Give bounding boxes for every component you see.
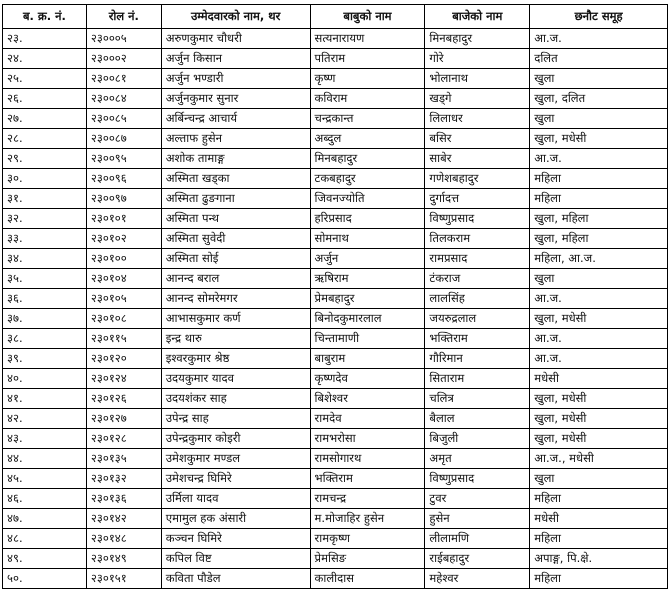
candidate-name-cell: अशोक तामाङ्ग [161, 149, 310, 169]
grandfather-name-cell: चलित्र [425, 389, 530, 409]
grandfather-name-cell: लिलाधर [425, 109, 530, 129]
father-name-cell: ऋषिराम [310, 269, 425, 289]
candidate-name-cell: उदयशंकर साह [161, 389, 310, 409]
candidate-name-cell: उपेन्द्रकुमार कोइरी [161, 429, 310, 449]
table-row [3, 209, 668, 229]
candidate-name-cell: आनन्द बराल [161, 269, 310, 289]
father-name-cell: जिवनज्योति [310, 189, 425, 209]
selection-group-cell: खुला, मधेसी [530, 429, 668, 449]
serial-number-cell: २९. [3, 149, 87, 169]
header-row [3, 5, 668, 29]
table-header [3, 5, 668, 29]
serial-number-cell: २३. [3, 29, 87, 49]
selection-group-cell: दलित [530, 49, 668, 69]
header-father-name: बाबुको नाम [310, 5, 425, 29]
candidate-name-cell: उदयकुमार यादव [161, 369, 310, 389]
father-name-cell: रामसोगारथ [310, 449, 425, 469]
roll-number-cell: २३०११५ [86, 329, 161, 349]
roll-number-cell: २३००८४ [86, 89, 161, 109]
grandfather-name-cell: मिनबहादुर [425, 29, 530, 49]
serial-number-cell: ३७. [3, 309, 87, 329]
grandfather-name-cell: लीलामणि [425, 529, 530, 549]
serial-number-cell: ४१. [3, 389, 87, 409]
roll-number-cell: २३०१०४ [86, 269, 161, 289]
serial-number-cell: ३२. [3, 209, 87, 229]
selection-group-cell: आ.ज. [530, 289, 668, 309]
serial-number-cell: ३५. [3, 269, 87, 289]
roll-number-cell: २३०१२० [86, 349, 161, 369]
table-row [3, 269, 668, 289]
selection-group-cell: आ.ज. [530, 149, 668, 169]
candidate-name-cell: अरुणकुमार चौधरी [161, 29, 310, 49]
serial-number-cell: ४९. [3, 549, 87, 569]
roll-number-cell: २३०१४२ [86, 509, 161, 529]
roll-number-cell: २३००९५ [86, 149, 161, 169]
father-name-cell: कविराम [310, 89, 425, 109]
serial-number-cell: ४७. [3, 509, 87, 529]
serial-number-cell: २६. [3, 89, 87, 109]
serial-number-cell: ३१. [3, 189, 87, 209]
grandfather-name-cell: तिलकराम [425, 229, 530, 249]
table-row [3, 409, 668, 429]
candidate-name-cell: उपेन्द्र साह [161, 409, 310, 429]
table-row [3, 329, 668, 349]
table-row [3, 289, 668, 309]
father-name-cell: अब्दुल [310, 129, 425, 149]
serial-number-cell: ३०. [3, 169, 87, 189]
selection-group-cell: अपाङ्ग, पि.क्षे. [530, 549, 668, 569]
table-row [3, 469, 668, 489]
serial-number-cell: ४३. [3, 429, 87, 449]
father-name-cell: बाबुराम [310, 349, 425, 369]
serial-number-cell: ३४. [3, 249, 87, 269]
candidate-name-cell: अर्जुनकुमार सुनार [161, 89, 310, 109]
roll-number-cell: २३०१२७ [86, 409, 161, 429]
grandfather-name-cell: दुर्गादत्त [425, 189, 530, 209]
roll-number-cell: २३००८५ [86, 109, 161, 129]
selection-group-cell: महिला [530, 189, 668, 209]
table-row [3, 249, 668, 269]
selection-group-cell: मधेसी [530, 509, 668, 529]
serial-number-cell: ३६. [3, 289, 87, 309]
father-name-cell: कृष्णदेव [310, 369, 425, 389]
candidate-name-cell: अर्जुन किसान [161, 49, 310, 69]
roll-number-cell: २३००९६ [86, 169, 161, 189]
table-row [3, 449, 668, 469]
selection-group-cell: मधेसी [530, 369, 668, 389]
roll-number-cell: २३०१४९ [86, 549, 161, 569]
candidate-name-cell: उमेशकुमार मण्डल [161, 449, 310, 469]
father-name-cell: चिन्तामाणी [310, 329, 425, 349]
father-name-cell: सत्यनारायण [310, 29, 425, 49]
selection-group-cell: आ.ज., मधेसी [530, 449, 668, 469]
father-name-cell: बिशेश्वर [310, 389, 425, 409]
candidate-name-cell: अस्मिता खड्का [161, 169, 310, 189]
selection-group-cell: खुला, महिला [530, 229, 668, 249]
grandfather-name-cell: खड्गे [425, 89, 530, 109]
serial-number-cell: ३९. [3, 349, 87, 369]
candidate-name-cell: एमामुल हक अंसारी [161, 509, 310, 529]
serial-number-cell: ४२. [3, 409, 87, 429]
selection-group-cell: खुला, मधेसी [530, 309, 668, 329]
table-row [3, 169, 668, 189]
grandfather-name-cell: लालसिंह [425, 289, 530, 309]
grandfather-name-cell: टंकराज [425, 269, 530, 289]
father-name-cell: रामकृष्ण [310, 529, 425, 549]
roll-number-cell: २३०१२८ [86, 429, 161, 449]
father-name-cell: कालीदास [310, 569, 425, 589]
header-selection-group: छनौट समूह [530, 5, 668, 29]
candidate-name-cell: इश्वरकुमार श्रेष्ठ [161, 349, 310, 369]
candidate-name-cell: उमेशचन्द्र घिमिरे [161, 469, 310, 489]
candidate-name-cell: कविता पौडेल [161, 569, 310, 589]
serial-number-cell: ४५. [3, 469, 87, 489]
serial-number-cell: ४४. [3, 449, 87, 469]
selection-group-cell: महिला [530, 569, 668, 589]
father-name-cell: पतिराम [310, 49, 425, 69]
roll-number-cell: २३०१०५ [86, 289, 161, 309]
roll-number-cell: २३०१०८ [86, 309, 161, 329]
grandfather-name-cell: भोलानाथ [425, 69, 530, 89]
serial-number-cell: २४. [3, 49, 87, 69]
header-grandfather-name: बाजेको नाम [425, 5, 530, 29]
serial-number-cell: ५०. [3, 569, 87, 589]
roll-number-cell: २३०१०१ [86, 209, 161, 229]
father-name-cell: मिनबहादुर [310, 149, 425, 169]
candidate-name-cell: कपिल विष्ट [161, 549, 310, 569]
selection-group-cell: खुला [530, 69, 668, 89]
header-serial-number: ब. क्र. नं. [3, 5, 87, 29]
table-body [3, 29, 668, 589]
serial-number-cell: ४८. [3, 529, 87, 549]
selection-group-cell: खुला, मधेसी [530, 409, 668, 429]
selection-group-cell: खुला, मधेसी [530, 129, 668, 149]
candidate-name-cell: आनन्द सोमरेमगर [161, 289, 310, 309]
roll-number-cell: २३०१०२ [86, 229, 161, 249]
roll-number-cell: २३०१३५ [86, 449, 161, 469]
candidate-name-cell: अर्बिन्चन्द्र आचार्य [161, 109, 310, 129]
grandfather-name-cell: अमृत [425, 449, 530, 469]
grandfather-name-cell: राईबहादुर [425, 549, 530, 569]
grandfather-name-cell: रामप्रसाद [425, 249, 530, 269]
father-name-cell: टकबहादुर [310, 169, 425, 189]
father-name-cell: रामचन्द्र [310, 489, 425, 509]
roll-number-cell: २३००८७ [86, 129, 161, 149]
serial-number-cell: २५. [3, 69, 87, 89]
grandfather-name-cell: गोरे [425, 49, 530, 69]
table-row [3, 389, 668, 409]
grandfather-name-cell: बसिर [425, 129, 530, 149]
table-row [3, 149, 668, 169]
candidate-name-cell: अल्ताफ हुसेन [161, 129, 310, 149]
candidate-name-cell: इन्द्र थारु [161, 329, 310, 349]
table-row [3, 569, 668, 589]
selection-group-cell: खुला, मधेसी [530, 389, 668, 409]
roll-number-cell: २३०१०० [86, 249, 161, 269]
roll-number-cell: २३०१३६ [86, 489, 161, 509]
candidate-name-cell: अस्मिता सुवेदी [161, 229, 310, 249]
grandfather-name-cell: गणेशबहादुर [425, 169, 530, 189]
selection-group-cell: खुला, महिला [530, 209, 668, 229]
father-name-cell: म.मोजाहिर हुसेन [310, 509, 425, 529]
grandfather-name-cell: सिताराम [425, 369, 530, 389]
father-name-cell: सोमनाथ [310, 229, 425, 249]
grandfather-name-cell: बैलाल [425, 409, 530, 429]
candidate-name-cell: अस्मिता पन्थ [161, 209, 310, 229]
father-name-cell: अर्जुन [310, 249, 425, 269]
table-row [3, 69, 668, 89]
selection-group-cell: आ.ज. [530, 329, 668, 349]
roll-number-cell: २३०००५ [86, 29, 161, 49]
candidate-result-table [2, 4, 668, 589]
selection-group-cell: महिला [530, 169, 668, 189]
serial-number-cell: ३८. [3, 329, 87, 349]
selection-group-cell: महिला [530, 489, 668, 509]
serial-number-cell: ४०. [3, 369, 87, 389]
roll-number-cell: २३०००२ [86, 49, 161, 69]
selection-group-cell: महिला [530, 529, 668, 549]
grandfather-name-cell: विष्णुप्रसाद [425, 469, 530, 489]
serial-number-cell: २८. [3, 129, 87, 149]
grandfather-name-cell: जयरुद्रलाल [425, 309, 530, 329]
candidate-name-cell: कञ्चन घिमिरे [161, 529, 310, 549]
grandfather-name-cell: भक्तिराम [425, 329, 530, 349]
table-row [3, 89, 668, 109]
serial-number-cell: ३३. [3, 229, 87, 249]
roll-number-cell: २३०१५१ [86, 569, 161, 589]
selection-group-cell: खुला, दलित [530, 89, 668, 109]
selection-group-cell: खुला [530, 109, 668, 129]
roll-number-cell: २३०१३२ [86, 469, 161, 489]
table-row [3, 489, 668, 509]
table-row [3, 229, 668, 249]
father-name-cell: रामदेव [310, 409, 425, 429]
table-row [3, 309, 668, 329]
father-name-cell: रामभरोसा [310, 429, 425, 449]
table-row [3, 529, 668, 549]
table-row [3, 129, 668, 149]
grandfather-name-cell: महेश्वर [425, 569, 530, 589]
roll-number-cell: २३०१२६ [86, 389, 161, 409]
candidate-name-cell: अस्मिता ढुङगाना [161, 189, 310, 209]
candidate-name-cell: अस्मिता सोई [161, 249, 310, 269]
header-roll-number: रोल नं. [86, 5, 161, 29]
grandfather-name-cell: टुवर [425, 489, 530, 509]
candidate-name-cell: आभासकुमार कर्ण [161, 309, 310, 329]
father-name-cell: हरिप्रसाद [310, 209, 425, 229]
father-name-cell: चन्द्रकान्त [310, 109, 425, 129]
father-name-cell: प्रेमसिङ [310, 549, 425, 569]
table-row [3, 109, 668, 129]
grandfather-name-cell: गौरिमान [425, 349, 530, 369]
selection-group-cell: आ.ज. [530, 29, 668, 49]
roll-number-cell: २३०१४८ [86, 529, 161, 549]
table-row [3, 509, 668, 529]
grandfather-name-cell: साबेर [425, 149, 530, 169]
grandfather-name-cell: बिजुली [425, 429, 530, 449]
table-row [3, 349, 668, 369]
selection-group-cell: खुला [530, 269, 668, 289]
table-row [3, 549, 668, 569]
table-row [3, 189, 668, 209]
table-row [3, 369, 668, 389]
selection-group-cell: आ.ज. [530, 349, 668, 369]
roll-number-cell: २३०१२४ [86, 369, 161, 389]
grandfather-name-cell: हुसेन [425, 509, 530, 529]
selection-group-cell: महिला, आ.ज. [530, 249, 668, 269]
candidate-name-cell: उर्मिला यादव [161, 489, 310, 509]
header-candidate-name: उम्मेदवारको नाम, थर [161, 5, 310, 29]
grandfather-name-cell: विष्णुप्रसाद [425, 209, 530, 229]
table-row [3, 429, 668, 449]
father-name-cell: भक्तिराम [310, 469, 425, 489]
table-row [3, 29, 668, 49]
selection-group-cell: खुला [530, 469, 668, 489]
roll-number-cell: २३००८१ [86, 69, 161, 89]
roll-number-cell: २३००९७ [86, 189, 161, 209]
serial-number-cell: २७. [3, 109, 87, 129]
father-name-cell: बिनोदकुमारलाल [310, 309, 425, 329]
father-name-cell: कृष्ण [310, 69, 425, 89]
father-name-cell: प्रेमबहादुर [310, 289, 425, 309]
serial-number-cell: ४६. [3, 489, 87, 509]
table-row [3, 49, 668, 69]
candidate-name-cell: अर्जुन भण्डारी [161, 69, 310, 89]
